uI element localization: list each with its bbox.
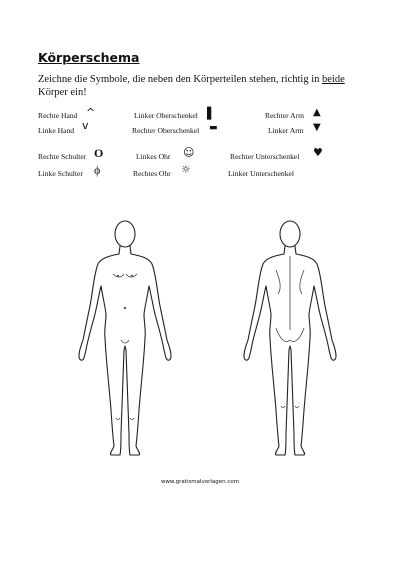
instruction-underlined: beide bbox=[322, 74, 345, 85]
legend-label-linke-hand: Linke Hand bbox=[38, 126, 75, 135]
sun-icon: ☼ bbox=[181, 163, 191, 176]
horizontal-bar-icon: ▬ bbox=[209, 123, 218, 133]
source-credit: www.gratismalvorlagen.com bbox=[160, 479, 240, 485]
legend-label-linker-arm: Linker Arm bbox=[268, 126, 304, 135]
page-title: Körperschema bbox=[38, 50, 140, 65]
legend-label-linke-schulter: Linke Schulter bbox=[38, 169, 83, 178]
caret-down-icon: v bbox=[82, 119, 89, 132]
legend-label-rechte-hand: Rechte Hand bbox=[38, 111, 78, 120]
triangle-down-icon: ▼ bbox=[313, 122, 321, 133]
legend-label-rechte-schulter: Rechte Schulter bbox=[38, 152, 87, 161]
legend-label-rechter-unterschenkel: Rechter Unterschenkel bbox=[230, 152, 300, 161]
instruction-text bbox=[38, 73, 368, 99]
instruction-before: Zeichne die Symbole, die neben den Körperteilen stehen, richtig in bbox=[38, 74, 322, 85]
legend-label-rechtes-ohr: Rechtes Ohr bbox=[133, 169, 171, 178]
legend-label-rechter-arm: Rechter Arm bbox=[265, 111, 305, 120]
legend-label-rechter-oberschenkel: Rechter Oberschenkel bbox=[132, 126, 200, 135]
caret-up-icon: ^ bbox=[86, 106, 96, 119]
triangle-up-icon: ▲ bbox=[313, 107, 321, 118]
smiley-icon: ☺ bbox=[183, 146, 195, 159]
legend-label-linkes-ohr: Linkes Ohr bbox=[136, 152, 171, 161]
body-front-outline bbox=[79, 221, 171, 455]
body-figures bbox=[60, 210, 360, 470]
heart-icon: ♥ bbox=[313, 146, 323, 159]
phi-icon: ϕ bbox=[94, 163, 101, 177]
legend-label-linker-oberschenkel: Linker Oberschenkel bbox=[134, 111, 198, 120]
instruction-after: Körper ein! bbox=[38, 87, 87, 98]
bold-o-icon: O bbox=[94, 146, 104, 160]
legend-label-linker-unterschenkel: Linker Unterschenkel bbox=[228, 169, 294, 178]
body-back-outline bbox=[244, 221, 336, 455]
vertical-bar-icon: ▌ bbox=[207, 107, 216, 120]
